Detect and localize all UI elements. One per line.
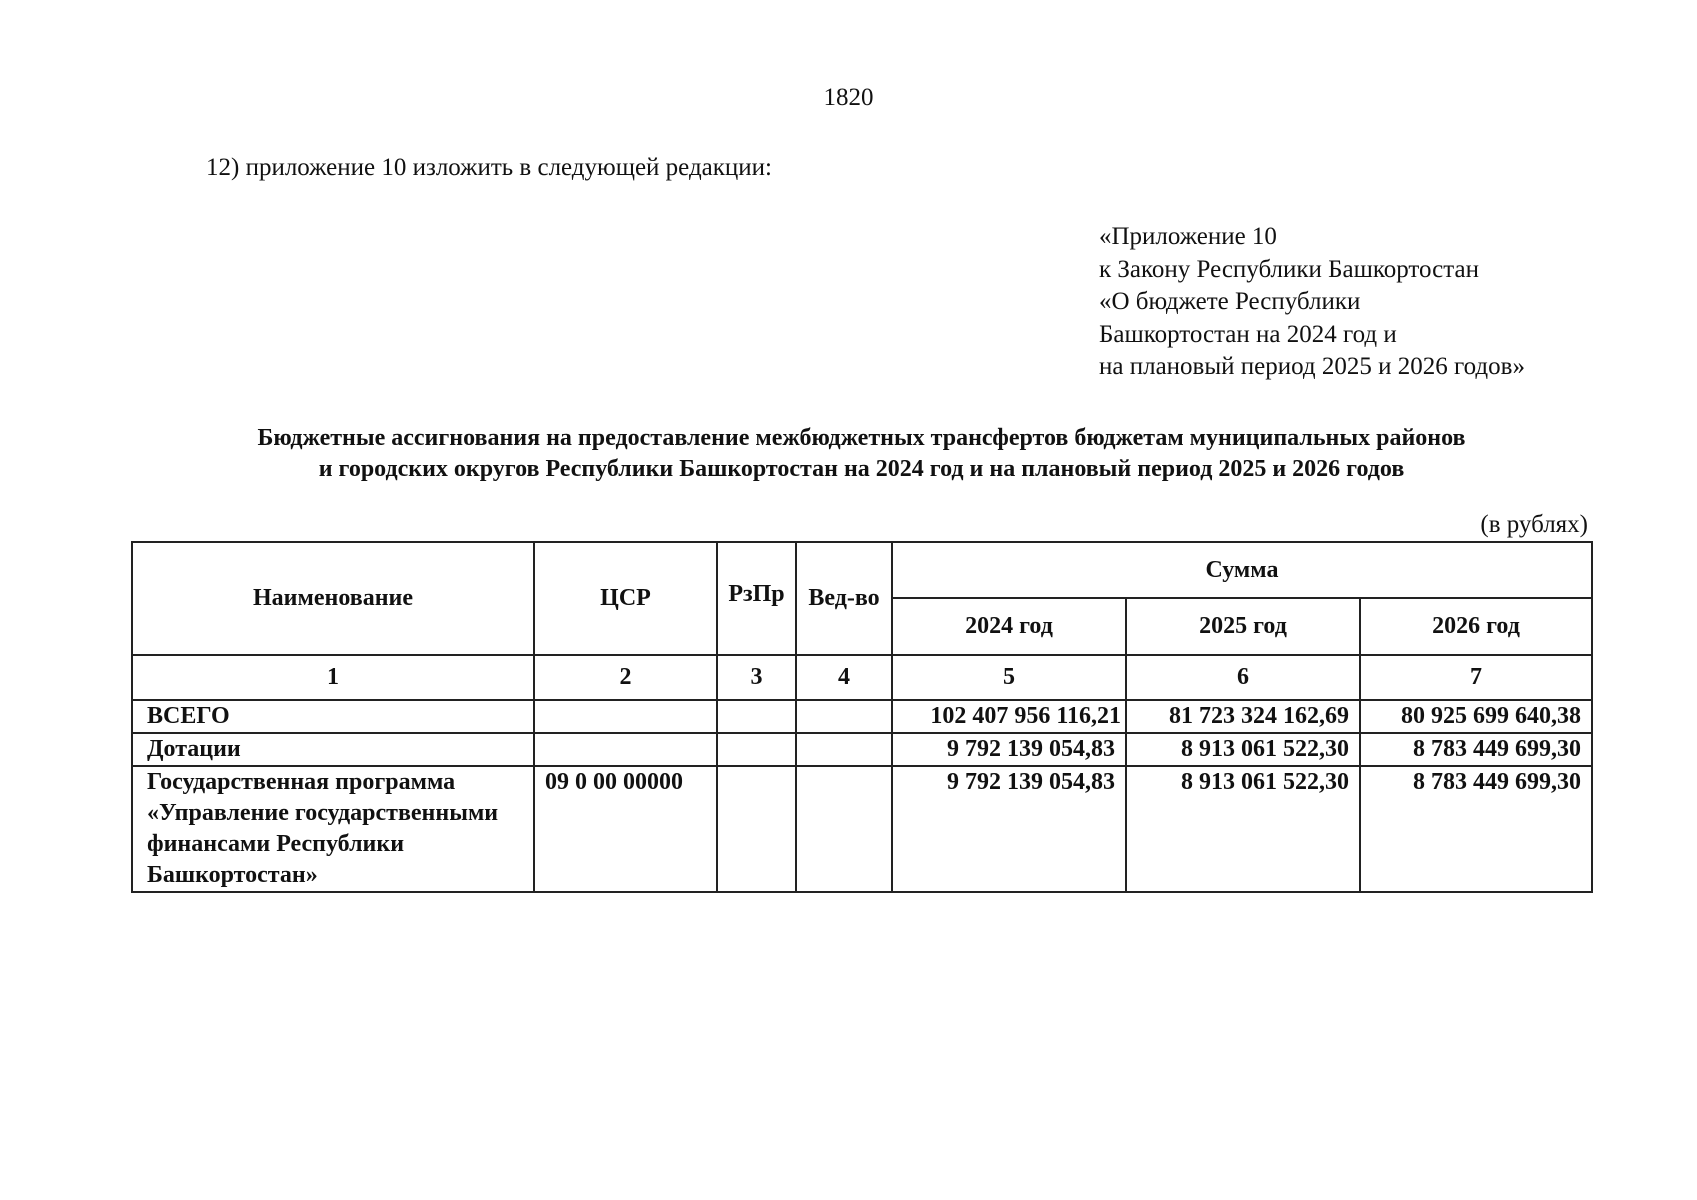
row-ved <box>796 733 892 766</box>
row-value-2026: 8 783 449 699,30 <box>1360 766 1592 892</box>
appendix-reference-line: «Приложение 10 <box>1099 223 1277 250</box>
header-year-2024: 2024 год <box>892 598 1126 655</box>
column-number: 7 <box>1360 655 1592 700</box>
row-value-2024: 102 407 956 116,21 <box>892 700 1126 733</box>
row-value-2024: 9 792 139 054,83 <box>892 733 1126 766</box>
row-csr: 09 0 00 00000 <box>534 766 717 892</box>
unit-note: (в рублях) <box>1480 511 1588 538</box>
row-value-2026: 8 783 449 699,30 <box>1360 733 1592 766</box>
header-rzpr: РзПр <box>717 542 796 655</box>
column-number: 4 <box>796 655 892 700</box>
row-ved <box>796 700 892 733</box>
table-row <box>132 700 1592 733</box>
appendix-reference-line: «О бюджете Республики <box>1099 288 1361 315</box>
row-value-2026: 80 925 699 640,38 <box>1360 700 1592 733</box>
column-number-row <box>132 655 1592 700</box>
row-value-2025: 81 723 324 162,69 <box>1126 700 1360 733</box>
row-name: ВСЕГО <box>132 700 534 733</box>
header-year-2026: 2026 год <box>1360 598 1592 655</box>
row-csr <box>534 700 717 733</box>
row-ved <box>796 766 892 892</box>
row-rzpr <box>717 766 796 892</box>
header-sum: Сумма <box>892 542 1592 598</box>
table-row <box>132 733 1592 766</box>
intro-text: 12) приложение 10 изложить в следующей редакции: <box>206 154 772 181</box>
row-rzpr <box>717 700 796 733</box>
row-value-2024: 9 792 139 054,83 <box>892 766 1126 892</box>
document-title-line: и городских округов Республики Башкортостан на 2024 год и на плановый период 2025 и 2026 годов <box>318 456 1405 482</box>
row-name: Государственная программа «Управление государственными финансами Республики Башкортостан» <box>132 766 534 892</box>
column-number: 5 <box>892 655 1126 700</box>
row-csr <box>534 733 717 766</box>
header-ved: Вед-во <box>796 542 892 655</box>
budget-table <box>131 541 1593 893</box>
appendix-reference <box>1099 221 1525 384</box>
header-csr: ЦСР <box>534 542 717 655</box>
appendix-reference-line: на плановый период 2025 и 2026 годов» <box>1099 353 1525 380</box>
table-header-row <box>132 542 1592 598</box>
column-number: 3 <box>717 655 796 700</box>
page-number: 1820 <box>823 84 874 111</box>
column-number: 2 <box>534 655 717 700</box>
document-title-line: Бюджетные ассигнования на предоставление межбюджетных трансфертов бюджетам муниципальных районов <box>257 425 1466 451</box>
table-row <box>132 766 1592 892</box>
row-rzpr <box>717 733 796 766</box>
document-title <box>100 423 1623 485</box>
appendix-reference-line: к Закону Республики Башкортостан <box>1099 255 1479 283</box>
column-number: 1 <box>132 655 534 700</box>
row-name: Дотации <box>132 733 534 766</box>
header-year-2025: 2025 год <box>1126 598 1360 655</box>
header-name: Наименование <box>132 542 534 655</box>
row-value-2025: 8 913 061 522,30 <box>1126 733 1360 766</box>
row-value-2025: 8 913 061 522,30 <box>1126 766 1360 892</box>
appendix-reference-line: Башкортостан на 2024 год и <box>1099 320 1397 348</box>
column-number: 6 <box>1126 655 1360 700</box>
